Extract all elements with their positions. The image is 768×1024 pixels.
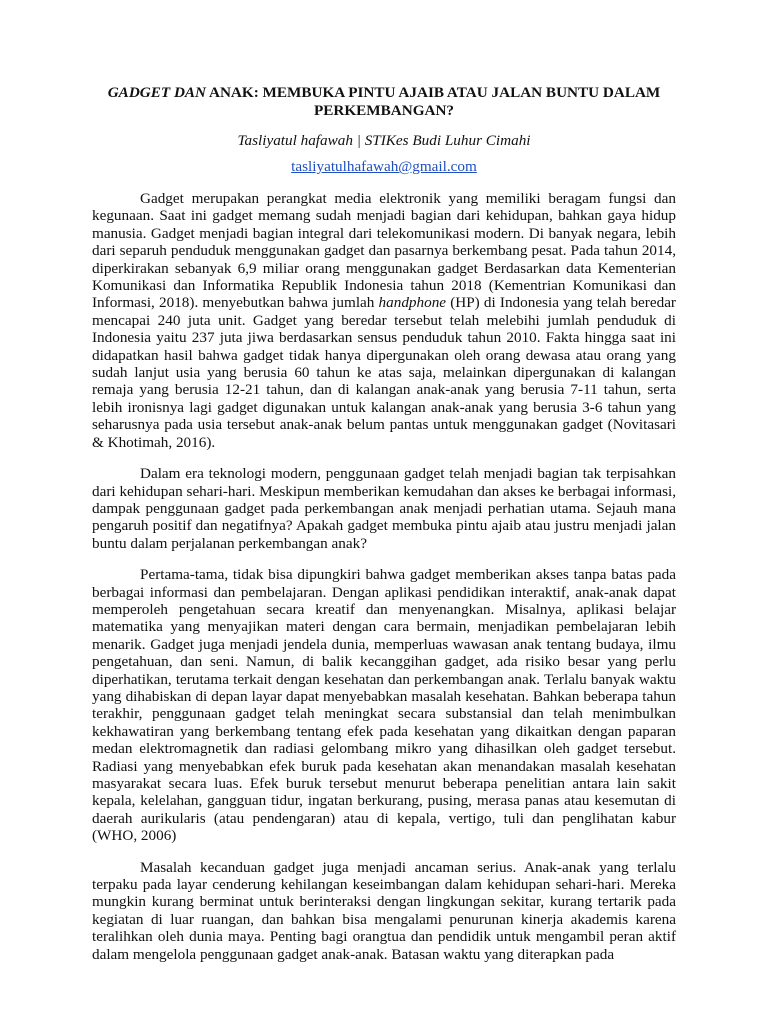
article-title: [100, 84, 668, 120]
email-link[interactable]: tasliyatulhafawah@gmail.com: [291, 158, 477, 175]
article-title-rest: ANAK: MEMBUKA PINTU AJAIB ATAU JALAN BUNTU DALAM PERKEMBANGAN?: [206, 84, 661, 119]
email-line: [92, 158, 676, 176]
article-body: [92, 190, 676, 963]
author-line: Tasliyatul hafawah | STIKes Budi Luhur Cimahi: [237, 132, 531, 149]
paragraph-3: Pertama-tama, tidak bisa dipungkiri bahwa gadget memberikan akses tanpa batas pada berbagai informasi dan pembelajaran. Dengan aplikasi pendidikan interaktif, anak-anak dapat memperoleh pengetahuan secara kreatif dan menyenangkan. Misalnya, aplikasi belajar matematika yang menyajikan materi dengan cara bermain, menjadikan pembelajaran lebih menarik. Gadget juga menjadi jendela dunia, memperluas wawasan anak tentang budaya, ilmu pengetahuan, dan seni. Namun, di balik kecanggihan gadget, ada risiko besar yang perlu diperhatikan, terutama terkait dengan kesehatan dan perkembangan anak. Terlalu banyak waktu yang dihabiskan di depan layar dapat menyebabkan masalah kesehatan. Bahkan beberapa tahun terakhir, penggunaan gadget telah meningkat secara substansial dan telah menimbulkan kekhawatiran yang berkembang tentang efek pada kesehatan yang dikaitkan dengan paparan medan elektromagnetik dan radiasi gelombang mikro yang dihasilkan oleh gadget tersebut. Radiasi yang menyebabkan efek buruk pada kesehatan akan menandakan masalah kesehatan masyarakat secara luas. Efek buruk tersebut menurut beberapa penelitian antara lain sakit kepala, kelelahan, gangguan tidur, ingatan berkurang, pusing, merasa panas atau kesemutan di daerah aurikularis (atau pendengaran) atau di kepala, vertigo, tuli dan penglihatan kabur (WHO, 2006): [92, 566, 676, 845]
paragraph-1-text-a: Gadget merupakan perangkat media elektronik yang memiliki beragam fungsi dan kegunaan. Saat ini gadget memang sudah menjadi bagian dari kehidupan, bahkan gaya hidup manusia. Gadget menjadi bagian integral dari telekomunikasi modern. Di banyak negara, lebih dari separuh penduduk menggunakan gadget dan pasarnya berkembang pesat. Pada tahun 2014, diperkirakan sebanyak 6,9 miliar orang menggunakan gadget Berdasarkan data Kementerian Komunikasi dan Informatika Republik Indonesia tahun 2018 (Kementrian Komunikasi dan Informasi, 2018). menyebutkan bahwa jumlah: [92, 190, 676, 312]
paragraph-2: Dalam era teknologi modern, penggunaan gadget telah menjadi bagian tak terpisahkan dari kehidupan sehari-hari. Meskipun memberikan kemudahan dan akses ke berbagai informasi, dampak penggunaan gadget pada perkembangan anak menjadi perhatian utama. Sejauh mana pengaruh positif dan negatifnya? Apakah gadget membuka pintu ajaib atau justru menjadi jalan buntu dalam perjalanan perkembangan anak?: [92, 465, 676, 552]
paragraph-1-italic: handphone: [378, 294, 447, 312]
article-title-italic: GADGET DAN: [107, 84, 207, 101]
paragraph-4: Masalah kecanduan gadget juga menjadi ancaman serius. Anak-anak yang terlalu terpaku pada layar cenderung kehilangan keseimbangan dalam kehidupan sehari-hari. Mereka mungkin kurang berminat untuk berinteraksi dengan lingkungan sekitar, kurang tertarik pada kegiatan di luar ruangan, dan bahkan bisa mengalami penurunan kinerja akademis karena teralihkan oleh dunia maya. Penting bagi orangtua dan pendidik untuk mengambil peran aktif dalam mengelola penggunaan gadget anak-anak. Batasan waktu yang diterapkan pada: [92, 858, 676, 963]
paragraph-1: [92, 190, 676, 451]
paragraph-1-text-b: (HP) di Indonesia yang telah beredar mencapai 240 juta unit. Gadget yang beredar tersebut telah melebihi jumlah penduduk di Indonesia yaitu 237 juta jiwa berdasarkan sensus penduduk tahun 2010. Fakta hingga saat ini didapatkan hasil bahwa gadget tidak hanya dipergunakan oleh orang dewasa atau orang yang sudah lanjut usia yang berusia 60 tahun ke atas saja, melainkan dipergunakan di kalangan remaja yang berusia 12-21 tahun, dan di kalangan anak-anak yang berusia 7-11 tahun, serta lebih ironisnya lagi gadget digunakan untuk kalangan anak-anak yang berusia 3-6 tahun yang seharusnya pada usia tersebut anak-anak belum pantas untuk menggunakan gadget (Novitasari & Khotimah, 2016).: [92, 294, 676, 451]
